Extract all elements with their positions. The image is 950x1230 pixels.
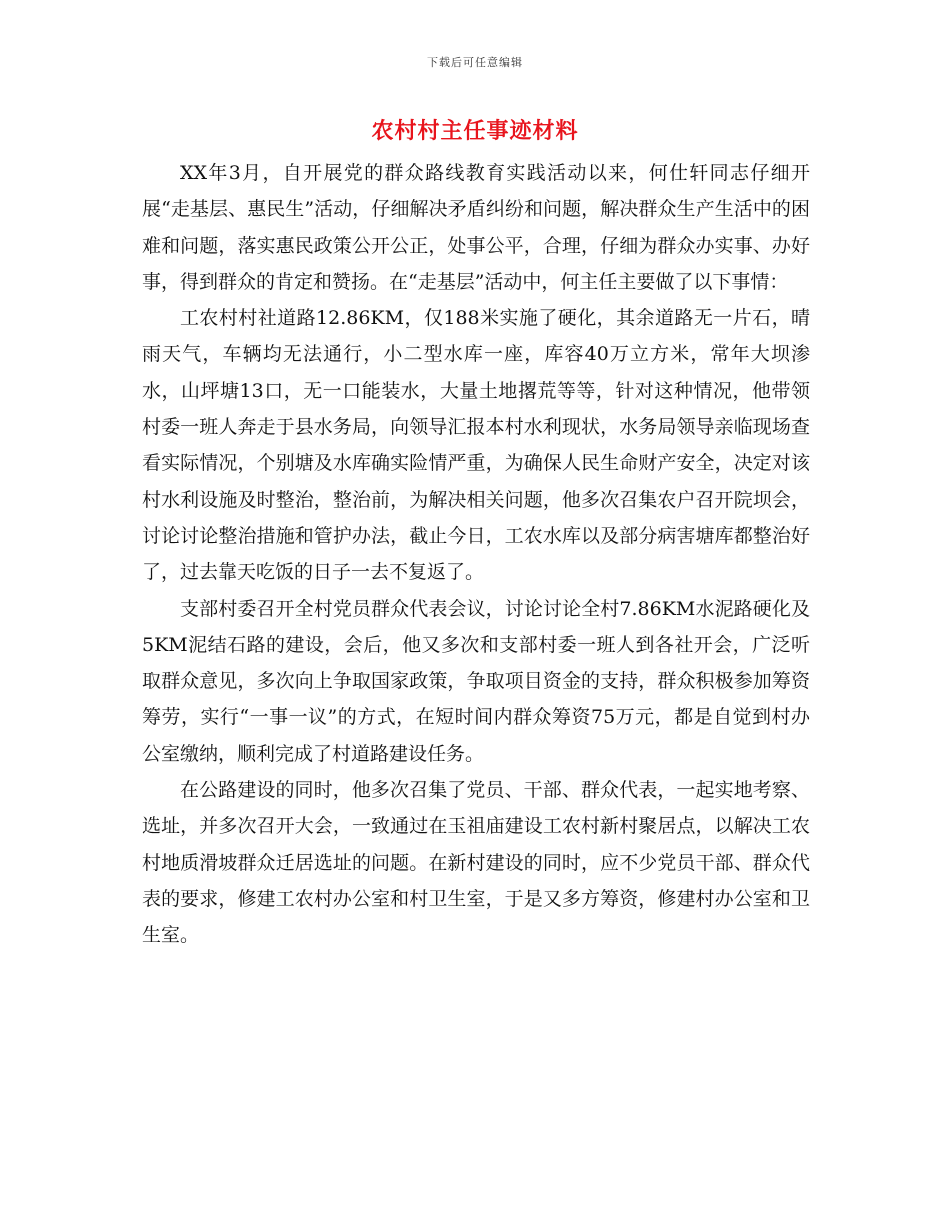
paragraph-1: XX年3月，自开展党的群众路线教育实践活动以来，何仕轩同志仔细开展“走基层、惠民生”活动，仔细解决矛盾纠纷和问题，解决群众生产生活中的困难和问题，落实惠民政策公开公正，处事公平，合理，仔细为群众办实事、办好事，得到群众的肯定和赞扬。在“走基层”活动中，何主任主要做了以下事情： xyxy=(142,162,810,293)
document-body xyxy=(142,155,810,954)
paragraph-3: 支部村委召开全村党员群众代表会议，讨论讨论全村7.86KM水泥路硬化及5KM泥结石路的建设，会后，他又多次和支部村委一班人到各社开会，广泛听取群众意见，多次向上争取国家政策，争取项目资金的支持，群众积极参加筹资筹劳，实行“一事一议”的方式，在短时间内群众筹资75万元，都是自觉到村办公室缴纳，顺利完成了村道路建设任务。 xyxy=(142,597,810,765)
header-note: 下载后可任意编辑 xyxy=(427,56,523,69)
document-title: 农村村主任事迹材料 xyxy=(371,118,579,144)
paragraph-2: 工农村村社道路12.86KM，仅188米实施了硬化，其余道路无一片石，晴雨天气，车辆均无法通行，小二型水库一座，库容40万立方米，常年大坝渗水，山坪塘13口，无一口能装水，大量土地撂荒等等，针对这种情况，他带领村委一班人奔走于县水务局，向领导汇报本村水利现状，水务局领导亲临现场查看实际情况，个别塘及水库确实险情严重，为确保人民生命财产安全，决定对该村水利设施及时整治，整治前，为解决相关问题，他多次召集农户召开院坝会，讨论讨论整治措施和管护办法，截止今日，工农水库以及部分病害塘库都整治好了，过去靠天吃饭的日子一去不复返了。 xyxy=(142,307,810,584)
paragraph-4: 在公路建设的同时，他多次召集了党员、干部、群众代表，一起实地考察、选址，并多次召开大会，一致通过在玉祖庙建设工农村新村聚居点，以解决工农村地质滑坡群众迁居选址的问题。在新村建设的同时，应不少党员干部、群众代表的要求，修建工农村办公室和村卫生室，于是又多方筹资，修建村办公室和卫生室。 xyxy=(142,779,810,947)
